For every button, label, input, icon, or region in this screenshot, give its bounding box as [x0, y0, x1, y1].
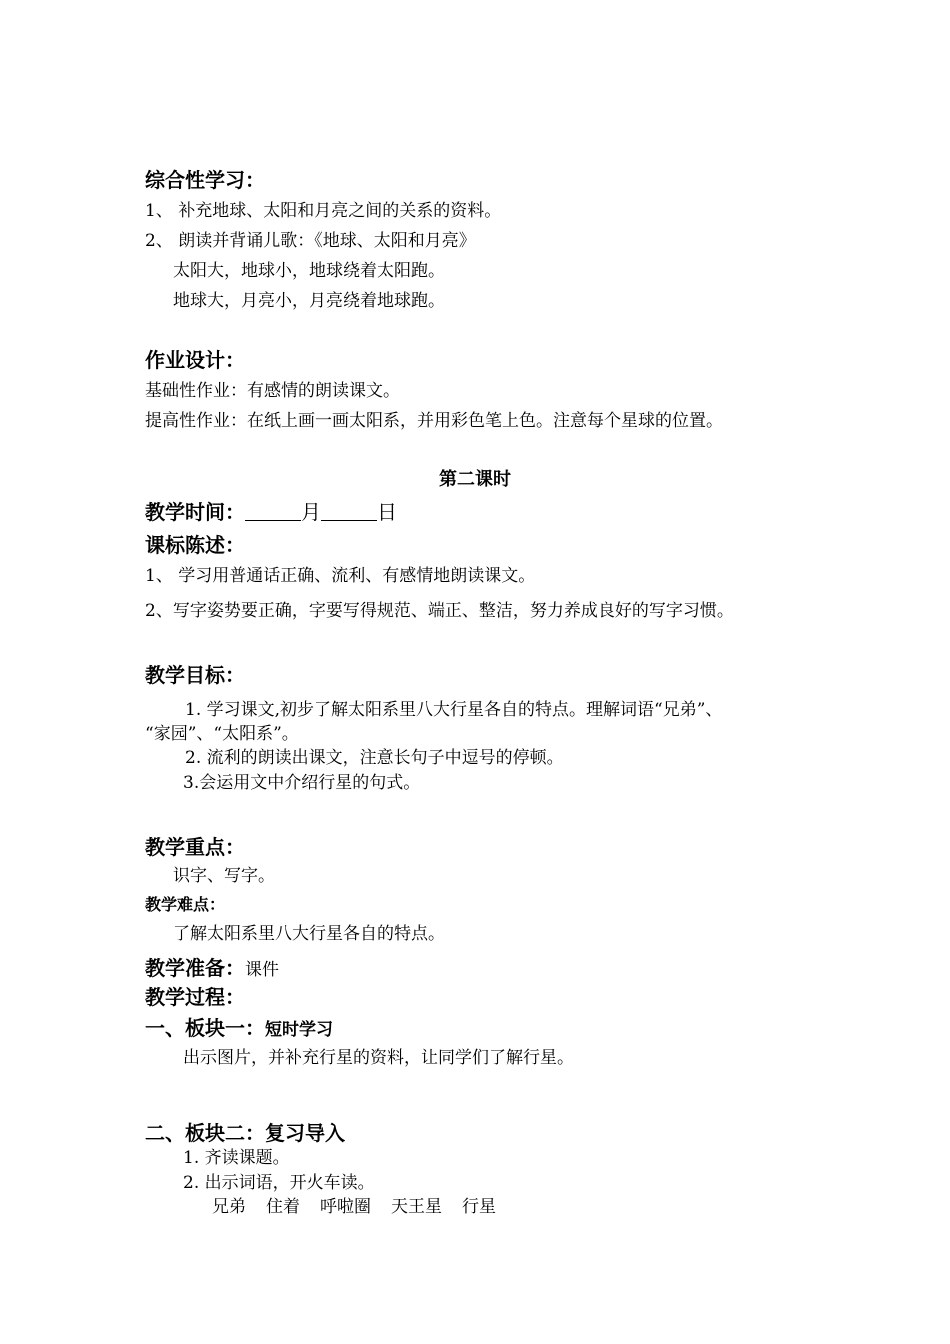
list-item: 1、 学习用普通话正确、流利、有感情地朗读课文。 — [145, 566, 536, 586]
teaching-prep — [145, 956, 279, 982]
teaching-time-label: 教学时间： — [145, 500, 245, 524]
day-label: 日 — [377, 500, 397, 524]
poem-line: 地球大，月亮小，月亮绕着地球跑。 — [173, 291, 445, 311]
section-heading-key-points: 教学重点： — [145, 835, 245, 859]
poem-line: 太阳大，地球小，地球绕着太阳跑。 — [173, 261, 445, 281]
block1-heading — [145, 1016, 333, 1042]
goal-item-continued: “家园”、“太阳系”。 — [145, 724, 299, 744]
key-points-text: 识字、写字。 — [173, 866, 275, 886]
teaching-prep-text: 课件 — [245, 960, 279, 980]
list-item: 2、写字姿势要正确，字要写得规范、端正、整洁，努力养成良好的写字习惯。 — [145, 601, 734, 621]
list-item: 1、 补充地球、太阳和月亮之间的关系的资料。 — [145, 201, 502, 221]
block2-heading: 二、板块二：复习导入 — [145, 1121, 345, 1145]
section-heading-homework: 作业设计： — [145, 348, 245, 372]
block1-title: 一、板块一： — [145, 1016, 265, 1040]
block2-item: 2. 出示词语，开火车读。 — [183, 1173, 375, 1193]
block1-subtitle: 短时学习 — [265, 1020, 333, 1040]
homework-advanced: 提高性作业：在纸上画一画太阳系，并用彩色笔上色。注意每个星球的位置。 — [145, 411, 723, 431]
vocab-word: 兄弟 — [212, 1197, 246, 1217]
teaching-time — [145, 500, 397, 524]
goal-item: 3.会运用文中介绍行星的句式。 — [183, 773, 421, 793]
vocab-word: 行星 — [462, 1197, 496, 1217]
block2-item: 1. 齐读课题。 — [183, 1148, 290, 1168]
vocab-words — [212, 1197, 516, 1217]
month-blank — [245, 500, 301, 521]
list-item: 2、 朗读并背诵儿歌：《地球、太阳和月亮》 — [145, 231, 476, 251]
lesson-title: 第二课时 — [439, 469, 511, 490]
section-heading-integrated-learning: 综合性学习： — [145, 168, 265, 192]
section-heading-goals: 教学目标： — [145, 663, 245, 687]
vocab-word: 住着 — [266, 1197, 300, 1217]
homework-basic: 基础性作业：有感情的朗读课文。 — [145, 381, 400, 401]
goal-item: 1. 学习课文,初步了解太阳系里八大行星各自的特点。理解词语“兄弟”、 — [185, 700, 723, 720]
section-heading-process: 教学过程： — [145, 985, 245, 1009]
vocab-word: 呼啦圈 — [320, 1197, 371, 1217]
section-heading-difficulty: 教学难点： — [145, 895, 226, 914]
month-label: 月 — [301, 500, 321, 524]
block1-text: 出示图片，并补充行星的资料，让同学们了解行星。 — [183, 1048, 574, 1068]
section-heading-standards: 课标陈述： — [145, 533, 245, 557]
vocab-word: 天王星 — [391, 1197, 442, 1217]
difficulty-text: 了解太阳系里八大行星各自的特点。 — [173, 924, 445, 944]
goal-item: 2. 流利的朗读出课文，注意长句子中逗号的停顿。 — [185, 748, 564, 768]
day-blank — [321, 500, 377, 521]
teaching-prep-label: 教学准备： — [145, 956, 245, 980]
